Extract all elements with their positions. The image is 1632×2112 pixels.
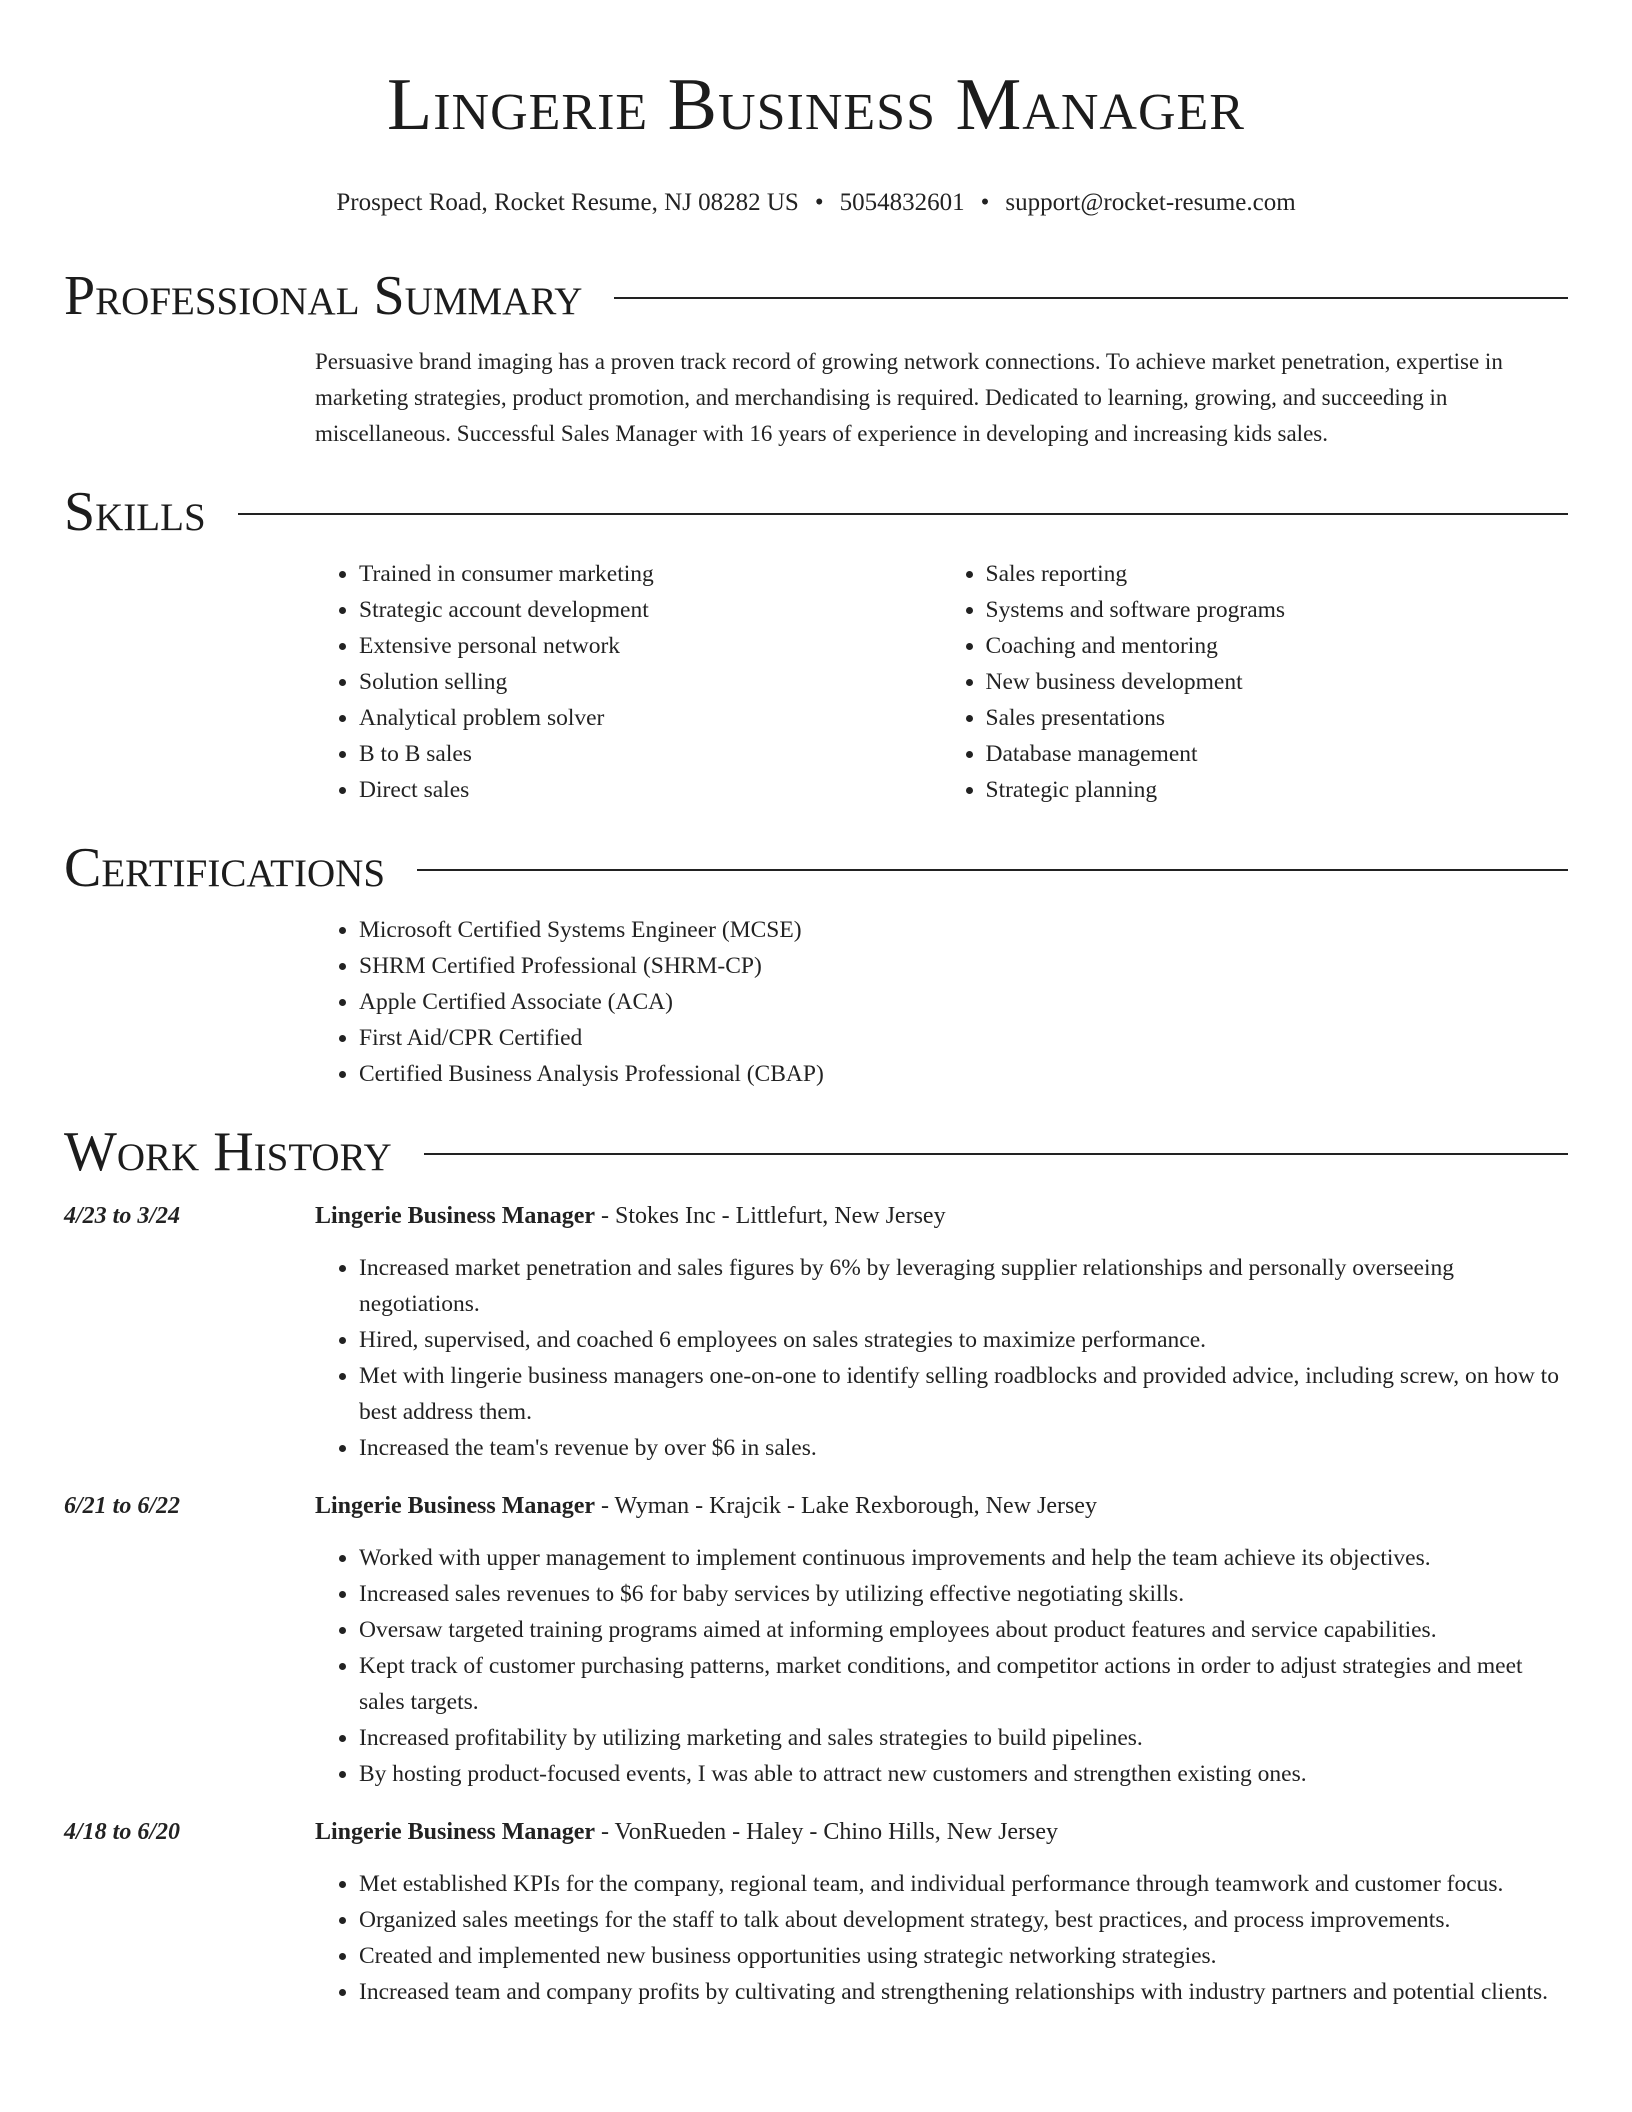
work-section-header bbox=[64, 1118, 1568, 1186]
skills-section-header bbox=[64, 478, 1568, 546]
job-dates: 4/23 to 3/24 bbox=[64, 1203, 181, 1229]
list-item: • Extensive personal network bbox=[359, 628, 942, 664]
job-bullets bbox=[315, 1866, 1568, 2010]
list-item: • Analytical problem solver bbox=[359, 700, 942, 736]
work-history-list bbox=[64, 1198, 1568, 2010]
job-bullets bbox=[315, 1250, 1568, 1466]
list-item: • Coaching and mentoring bbox=[986, 628, 1569, 664]
list-item: • SHRM Certified Professional (SHRM-CP) bbox=[359, 948, 1568, 984]
list-item: • By hosting product-focused events, I was able to attract new customers and strengthen existing ones. bbox=[359, 1756, 1568, 1792]
job-details bbox=[315, 1814, 1568, 2010]
summary-section-header bbox=[64, 262, 1568, 330]
list-item: • Systems and software programs bbox=[986, 592, 1569, 628]
list-item: • Trained in consumer marketing bbox=[359, 556, 942, 592]
list-item: • Strategic account development bbox=[359, 592, 942, 628]
job-role: Lingerie Business Manager bbox=[315, 1819, 595, 1845]
list-item: • Microsoft Certified Systems Engineer (MCSE) bbox=[359, 912, 1568, 948]
job-role: Lingerie Business Manager bbox=[315, 1493, 595, 1519]
phone: 5054832601 bbox=[839, 189, 965, 216]
section-divider bbox=[238, 513, 1568, 515]
job-dates: 6/21 to 6/22 bbox=[64, 1493, 181, 1519]
separator-dot: • bbox=[814, 189, 824, 216]
job-entry bbox=[64, 1198, 1568, 1466]
list-item: • Increased market penetration and sales figures by 6% by leveraging supplier relationships and personally overseeing negotiations. bbox=[359, 1250, 1568, 1322]
certifications-section-title: Certifications bbox=[64, 837, 386, 899]
section-divider bbox=[417, 869, 1568, 871]
skills-grid bbox=[315, 556, 1568, 808]
list-item: • Kept track of customer purchasing patterns, market conditions, and competitor actions in order to adjust strategies and meet sales targets. bbox=[359, 1648, 1568, 1720]
list-item: • Increased sales revenues to $6 for baby services by utilizing effective negotiating skills. bbox=[359, 1576, 1568, 1612]
skills-list-left bbox=[315, 556, 942, 808]
job-role: Lingerie Business Manager bbox=[315, 1203, 595, 1229]
list-item: • First Aid/CPR Certified bbox=[359, 1020, 1568, 1056]
contact-line bbox=[64, 188, 1568, 218]
list-item: • B to B sales bbox=[359, 736, 942, 772]
list-item: • Increased the team's revenue by over $6 in sales. bbox=[359, 1430, 1568, 1466]
list-item: • Direct sales bbox=[359, 772, 942, 808]
job-details bbox=[315, 1488, 1568, 1792]
list-item: • Certified Business Analysis Professional (CBAP) bbox=[359, 1056, 1568, 1092]
section-divider bbox=[614, 297, 1568, 299]
work-section-title: Work History bbox=[64, 1121, 392, 1183]
job-company: - Wyman - Krajcik - Lake Rexborough, New Jersey bbox=[595, 1493, 1097, 1519]
job-entry bbox=[64, 1488, 1568, 1792]
list-item: • Apple Certified Associate (ACA) bbox=[359, 984, 1568, 1020]
skills-list-right bbox=[942, 556, 1569, 808]
list-item: • Worked with upper management to implement continuous improvements and help the team achieve its objectives. bbox=[359, 1540, 1568, 1576]
job-title-line bbox=[315, 1814, 1568, 1850]
list-item: • Increased profitability by utilizing marketing and sales strategies to build pipelines. bbox=[359, 1720, 1568, 1756]
job-entry bbox=[64, 1814, 1568, 2010]
address: Prospect Road, Rocket Resume, NJ 08282 US bbox=[336, 189, 799, 216]
list-item: • Sales presentations bbox=[986, 700, 1569, 736]
list-item: • New business development bbox=[986, 664, 1569, 700]
list-item: • Database management bbox=[986, 736, 1569, 772]
job-company: - Stokes Inc - Littlefurt, New Jersey bbox=[595, 1203, 946, 1229]
list-item: • Met established KPIs for the company, regional team, and individual performance through teamwork and customer focus. bbox=[359, 1866, 1568, 1902]
resume-name: Lingerie Business Manager bbox=[387, 64, 1245, 146]
list-item: • Met with lingerie business managers one-on-one to identify selling roadblocks and provided advice, including screw, on how to best address them. bbox=[359, 1358, 1568, 1430]
summary-section-title: Professional Summary bbox=[64, 265, 583, 327]
list-item: • Strategic planning bbox=[986, 772, 1569, 808]
separator-dot: • bbox=[980, 189, 990, 216]
list-item: • Created and implemented new business opportunities using strategic networking strategies. bbox=[359, 1938, 1568, 1974]
list-item: • Hired, supervised, and coached 6 employees on sales strategies to maximize performance. bbox=[359, 1322, 1568, 1358]
list-item: • Organized sales meetings for the staff to talk about development strategy, best practices, and process improvements. bbox=[359, 1902, 1568, 1938]
certifications-block bbox=[315, 912, 1568, 1092]
list-item: • Solution selling bbox=[359, 664, 942, 700]
certifications-list bbox=[315, 912, 1568, 1092]
job-title-line bbox=[315, 1198, 1568, 1234]
job-details bbox=[315, 1198, 1568, 1466]
list-item: • Oversaw targeted training programs aimed at informing employees about product features and service capabilities. bbox=[359, 1612, 1568, 1648]
job-bullets bbox=[315, 1540, 1568, 1792]
job-title-line bbox=[315, 1488, 1568, 1524]
skills-section-title: Skills bbox=[64, 481, 206, 543]
section-divider bbox=[424, 1153, 1568, 1155]
certifications-section-header bbox=[64, 834, 1568, 902]
email: support@rocket-resume.com bbox=[1005, 189, 1296, 216]
job-company: - VonRueden - Haley - Chino Hills, New Jersey bbox=[595, 1819, 1059, 1845]
summary-text: Persuasive brand imaging has a proven track record of growing network connections. To achieve market penetration, expertise in marketing strategies, product promotion, and merchandising is required. Dedicated to learning, growing, and succeeding in miscellaneous. Successful Sales Manager with 16 years of experience in developing and increasing kids sales. bbox=[315, 349, 1503, 446]
list-item: • Sales reporting bbox=[986, 556, 1569, 592]
job-dates: 4/18 to 6/20 bbox=[64, 1819, 181, 1845]
list-item: • Increased team and company profits by cultivating and strengthening relationships with industry partners and potential clients. bbox=[359, 1974, 1568, 2010]
